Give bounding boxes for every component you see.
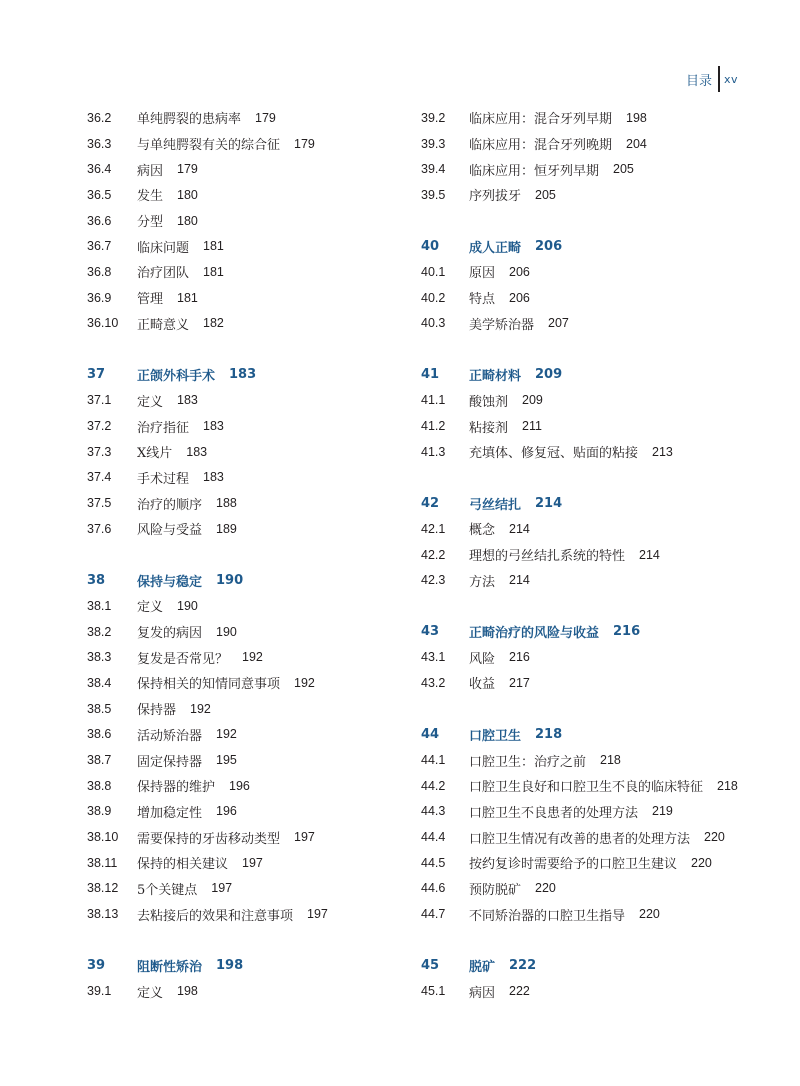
toc-entry[interactable] xyxy=(421,388,741,414)
entry-page: 213 xyxy=(652,444,673,459)
entry-number: 38.13 xyxy=(87,907,119,922)
entry-number: 38.3 xyxy=(87,650,112,665)
entry-number: 41.1 xyxy=(421,393,446,408)
toc-entry[interactable] xyxy=(421,773,741,799)
toc-entry[interactable] xyxy=(87,747,397,773)
entry-number: 44.5 xyxy=(421,855,446,870)
toc-entry[interactable] xyxy=(87,439,397,465)
toc-chapter-heading[interactable] xyxy=(421,619,741,645)
toc-entry[interactable] xyxy=(87,156,397,182)
section-spacer xyxy=(87,927,397,953)
entry-title: 正颌外科手术 xyxy=(137,369,216,385)
toc-entry[interactable] xyxy=(87,465,397,491)
entry-page: 209 xyxy=(522,393,543,408)
entry-number: 37.4 xyxy=(87,470,112,485)
entry-title: 定义 xyxy=(137,394,164,410)
toc-entry[interactable] xyxy=(421,285,741,311)
entry-number: 37 xyxy=(87,367,106,383)
toc-entry[interactable] xyxy=(87,388,397,414)
entry-number: 39.3 xyxy=(421,136,446,151)
entry-page: 217 xyxy=(509,675,530,690)
entry-number: 45 xyxy=(421,958,440,974)
entry-page: 206 xyxy=(509,264,530,279)
entry-page: 220 xyxy=(639,907,660,922)
entry-title: 正畸治疗的风险与收益 xyxy=(469,626,600,642)
entry-title: 5个关键点 xyxy=(137,882,198,898)
entry-page: 220 xyxy=(535,881,556,896)
entry-page: 214 xyxy=(509,521,530,536)
entry-title: 口腔卫生：治疗之前 xyxy=(469,754,587,770)
entry-page: 197 xyxy=(211,881,233,896)
section-spacer xyxy=(421,336,741,362)
entry-title: 理想的弓丝结扎系统的特性 xyxy=(469,549,626,565)
entry-number: 41.3 xyxy=(421,444,446,459)
entry-title: 分型 xyxy=(137,215,164,231)
entry-title: 临床应用：混合牙列早期 xyxy=(469,112,613,128)
entry-title: 管理 xyxy=(137,292,164,308)
entry-title: 口腔卫生良好和口腔卫生不良的临床特征 xyxy=(469,780,704,796)
entry-title: 治疗团队 xyxy=(137,266,190,282)
entry-number: 36.8 xyxy=(87,264,112,279)
toc-entry[interactable] xyxy=(87,799,397,825)
entry-title: 口腔卫生情况有改善的患者的处理方法 xyxy=(469,831,691,847)
entry-title: 不同矫治器的口腔卫生指导 xyxy=(469,908,626,924)
entry-title: 收益 xyxy=(469,677,496,693)
toc-entry[interactable] xyxy=(87,233,397,259)
toc-entry[interactable] xyxy=(421,978,741,1004)
entry-page: 207 xyxy=(548,316,569,331)
entry-number: 39 xyxy=(87,958,106,974)
entry-title: 概念 xyxy=(469,523,496,539)
toc-entry[interactable] xyxy=(87,644,397,670)
entry-page: 222 xyxy=(509,958,537,974)
entry-number: 43.1 xyxy=(421,650,446,665)
entry-number: 38.7 xyxy=(87,753,112,768)
toc-entry[interactable] xyxy=(87,696,397,722)
entry-number: 44 xyxy=(421,726,440,742)
entry-title: 治疗的顺序 xyxy=(137,497,203,513)
entry-page: 183 xyxy=(203,419,224,434)
entry-title: 充填体、修复冠、贴面的粘接 xyxy=(469,446,639,462)
entry-title: 活动矫治器 xyxy=(137,728,203,744)
entry-title: 定义 xyxy=(137,985,164,1001)
header-divider xyxy=(718,66,720,92)
entry-page: 222 xyxy=(509,984,530,999)
toc-entry[interactable] xyxy=(87,722,397,748)
toc-entry[interactable] xyxy=(87,285,397,311)
entry-page: 218 xyxy=(717,778,738,793)
entry-page: 196 xyxy=(216,804,237,819)
toc-entry[interactable] xyxy=(421,799,741,825)
entry-title: 粘接剂 xyxy=(469,420,509,436)
entry-title: 需要保持的牙齿移动类型 xyxy=(137,831,281,847)
entry-number: 44.2 xyxy=(421,778,446,793)
section-spacer xyxy=(87,336,397,362)
entry-title: 正畸材料 xyxy=(469,369,522,385)
entry-number: 36.9 xyxy=(87,290,112,305)
entry-number: 37.5 xyxy=(87,496,112,511)
entry-number: 37.3 xyxy=(87,444,112,459)
toc-entry[interactable] xyxy=(87,311,397,337)
entry-page: 196 xyxy=(229,778,250,793)
entry-number: 42.2 xyxy=(421,547,446,562)
toc-entry[interactable] xyxy=(421,542,741,568)
toc-chapter-heading[interactable] xyxy=(421,490,741,516)
toc-entry[interactable] xyxy=(421,747,741,773)
toc-chapter-heading[interactable] xyxy=(87,953,397,979)
entry-number: 36.2 xyxy=(87,110,112,125)
toc-entry[interactable] xyxy=(87,876,397,902)
entry-title: 特点 xyxy=(469,292,496,308)
entry-page: 189 xyxy=(216,521,237,536)
toc-entry[interactable] xyxy=(87,901,397,927)
entry-number: 38.1 xyxy=(87,598,112,613)
section-spacer xyxy=(87,542,397,568)
entry-page: 216 xyxy=(509,650,530,665)
entry-title: 保持相关的知情同意事项 xyxy=(137,677,281,693)
toc-entry[interactable] xyxy=(421,413,741,439)
toc-entry[interactable] xyxy=(421,567,741,593)
entry-number: 36.5 xyxy=(87,187,112,202)
toc-entry[interactable] xyxy=(87,773,397,799)
toc-entry[interactable] xyxy=(87,105,397,131)
entry-number: 38 xyxy=(87,572,106,588)
toc-entry[interactable] xyxy=(87,182,397,208)
entry-number: 42 xyxy=(421,495,440,511)
toc-entry[interactable] xyxy=(421,644,741,670)
entry-page: 197 xyxy=(242,855,263,870)
entry-number: 40.1 xyxy=(421,264,446,279)
toc-entry[interactable] xyxy=(87,131,397,157)
entry-title: 复发是否常见？ xyxy=(137,651,229,667)
entry-title: 风险 xyxy=(469,651,496,667)
entry-page: 214 xyxy=(509,573,530,588)
toc-entry[interactable] xyxy=(421,439,741,465)
entry-number: 43 xyxy=(421,624,440,640)
toc-entry[interactable] xyxy=(421,670,741,696)
entry-page: 190 xyxy=(216,624,237,639)
entry-title: 美学矫治器 xyxy=(469,317,535,333)
entry-number: 36.3 xyxy=(87,136,112,151)
entry-number: 36.4 xyxy=(87,162,112,177)
toc-entry[interactable] xyxy=(421,901,741,927)
entry-title: 固定保持器 xyxy=(137,754,203,770)
entry-title: 弓丝结扎 xyxy=(469,497,522,513)
toc-entry[interactable] xyxy=(421,259,741,285)
entry-number: 36.7 xyxy=(87,239,112,254)
entry-page: 198 xyxy=(626,110,647,125)
section-spacer xyxy=(421,927,741,953)
entry-title: 治疗指征 xyxy=(137,420,190,436)
toc-entry[interactable] xyxy=(421,850,741,876)
entry-page: 197 xyxy=(307,907,328,922)
entry-title: 阻断性矫治 xyxy=(137,960,203,976)
entry-title: 预防脱矿 xyxy=(469,882,522,898)
entry-title: 保持的相关建议 xyxy=(137,857,229,873)
entry-title: 复发的病因 xyxy=(137,626,203,642)
toc-entry[interactable] xyxy=(421,824,741,850)
entry-number: 41 xyxy=(421,367,440,383)
entry-title: X线片 xyxy=(137,446,173,462)
entry-number: 38.10 xyxy=(87,830,119,845)
entry-title: 方法 xyxy=(469,574,496,590)
entry-title: 临床应用：恒牙列早期 xyxy=(469,163,600,179)
toc-entry[interactable] xyxy=(87,593,397,619)
entry-number: 43.2 xyxy=(421,675,446,690)
entry-title: 去粘接后的效果和注意事项 xyxy=(137,908,294,924)
header-section-label: 目录 xyxy=(685,73,712,89)
entry-number: 45.1 xyxy=(421,984,446,999)
toc-right-column xyxy=(421,105,741,1004)
entry-page: 209 xyxy=(535,367,563,383)
entry-number: 44.3 xyxy=(421,804,446,819)
entry-number: 38.4 xyxy=(87,675,112,690)
entry-number: 38.8 xyxy=(87,778,112,793)
entry-title: 临床问题 xyxy=(137,240,190,256)
toc-left-column xyxy=(87,105,397,1004)
section-spacer xyxy=(421,593,741,619)
entry-number: 42.1 xyxy=(421,521,446,536)
entry-title: 定义 xyxy=(137,600,164,616)
entry-page: 192 xyxy=(216,727,237,742)
entry-page: 197 xyxy=(294,830,315,845)
toc-entry[interactable] xyxy=(87,516,397,542)
toc-entry[interactable] xyxy=(421,105,741,131)
entry-title: 风险与受益 xyxy=(137,523,203,539)
toc-entry[interactable] xyxy=(421,311,741,337)
entry-page: 192 xyxy=(294,675,315,690)
entry-page: 183 xyxy=(186,444,208,459)
entry-number: 36.10 xyxy=(87,316,119,331)
section-spacer xyxy=(421,465,741,491)
entry-number: 41.2 xyxy=(421,419,446,434)
entry-page: 180 xyxy=(177,213,198,228)
entry-page: 220 xyxy=(691,855,712,870)
entry-number: 38.2 xyxy=(87,624,112,639)
entry-number: 37.1 xyxy=(87,393,112,408)
entry-number: 38.9 xyxy=(87,804,112,819)
entry-title: 增加稳定性 xyxy=(137,805,203,821)
entry-page: 190 xyxy=(216,572,244,588)
entry-page: 205 xyxy=(535,187,556,202)
entry-title: 保持与稳定 xyxy=(137,574,203,590)
entry-title: 保持器 xyxy=(137,703,177,719)
entry-title: 脱矿 xyxy=(469,960,496,976)
entry-page: 219 xyxy=(652,804,673,819)
entry-page: 183 xyxy=(177,393,198,408)
toc-entry[interactable] xyxy=(87,850,397,876)
entry-page: 198 xyxy=(216,958,244,974)
entry-number: 40.3 xyxy=(421,316,446,331)
entry-page: 179 xyxy=(294,136,315,151)
entry-title: 单纯腭裂的患病率 xyxy=(137,112,242,128)
entry-number: 38.11 xyxy=(87,855,118,870)
entry-page: 192 xyxy=(242,650,263,665)
entry-page: 179 xyxy=(177,162,198,177)
entry-number: 40.2 xyxy=(421,290,446,305)
toc-entry[interactable] xyxy=(87,259,397,285)
entry-title: 按约复诊时需要给予的口腔卫生建议 xyxy=(469,857,678,873)
entry-page: 192 xyxy=(190,701,211,716)
entry-title: 原因 xyxy=(469,266,496,282)
entry-title: 临床应用：混合牙列晚期 xyxy=(469,138,613,154)
toc-entry[interactable] xyxy=(87,670,397,696)
entry-page: 183 xyxy=(203,470,224,485)
toc-entry[interactable] xyxy=(421,156,741,182)
toc-entry[interactable] xyxy=(421,182,741,208)
toc-entry[interactable] xyxy=(87,978,397,1004)
entry-page: 206 xyxy=(535,238,563,254)
toc-chapter-heading[interactable] xyxy=(421,953,741,979)
entry-title: 序列拔牙 xyxy=(469,189,522,205)
section-spacer xyxy=(421,208,741,234)
entry-page: 181 xyxy=(203,239,224,254)
toc-chapter-heading[interactable] xyxy=(421,362,741,388)
entry-title: 成人正畸 xyxy=(469,240,522,256)
entry-title: 病因 xyxy=(469,985,496,1001)
entry-page: 181 xyxy=(203,264,224,279)
entry-page: 198 xyxy=(177,984,198,999)
entry-number: 44.7 xyxy=(421,907,446,922)
entry-page: 218 xyxy=(535,726,563,742)
entry-page: 182 xyxy=(203,316,224,331)
entry-number: 44.1 xyxy=(421,753,446,768)
entry-number: 44.6 xyxy=(421,881,446,896)
entry-page: 183 xyxy=(229,367,257,383)
entry-title: 口腔卫生不良患者的处理方法 xyxy=(469,805,639,821)
entry-number: 39.2 xyxy=(421,110,446,125)
entry-number: 38.5 xyxy=(87,701,112,716)
toc-chapter-heading[interactable] xyxy=(421,233,741,259)
entry-page: 204 xyxy=(626,136,647,151)
entry-page: 220 xyxy=(704,830,725,845)
entry-title: 手术过程 xyxy=(137,471,190,487)
entry-page: 181 xyxy=(177,290,198,305)
entry-page: 205 xyxy=(613,162,634,177)
entry-number: 37.6 xyxy=(87,521,112,536)
toc-chapter-heading[interactable] xyxy=(87,567,397,593)
entry-number: 40 xyxy=(421,238,440,254)
section-spacer xyxy=(421,696,741,722)
entry-page: 216 xyxy=(613,624,641,640)
entry-number: 44.4 xyxy=(421,830,446,845)
toc-entry[interactable] xyxy=(421,516,741,542)
entry-title: 正畸意义 xyxy=(137,317,190,333)
entry-title: 发生 xyxy=(137,189,164,205)
entry-page: 211 xyxy=(522,419,542,434)
toc-chapter-heading[interactable] xyxy=(421,722,741,748)
entry-number: 39.4 xyxy=(421,162,446,177)
toc-entry[interactable] xyxy=(87,619,397,645)
toc-entry[interactable] xyxy=(421,131,741,157)
entry-title: 与单纯腭裂有关的综合征 xyxy=(137,138,281,154)
entry-number: 36.6 xyxy=(87,213,112,228)
entry-page: 206 xyxy=(509,290,530,305)
entry-title: 保持器的维护 xyxy=(137,780,216,796)
entry-number: 37.2 xyxy=(87,419,112,434)
toc-entry[interactable] xyxy=(87,824,397,850)
entry-title: 酸蚀剂 xyxy=(469,394,509,410)
toc-entry[interactable] xyxy=(87,490,397,516)
header-page-number: xv xyxy=(723,72,738,86)
entry-page: 214 xyxy=(639,547,660,562)
toc-entry[interactable] xyxy=(87,413,397,439)
entry-page: 188 xyxy=(216,496,237,511)
entry-page: 180 xyxy=(177,187,198,202)
entry-page: 218 xyxy=(600,753,621,768)
toc-entry[interactable] xyxy=(421,876,741,902)
toc-chapter-heading[interactable] xyxy=(87,362,397,388)
entry-title: 口腔卫生 xyxy=(469,728,522,744)
entry-page: 195 xyxy=(216,753,237,768)
running-header xyxy=(686,66,738,92)
entry-number: 42.3 xyxy=(421,573,446,588)
entry-number: 38.12 xyxy=(87,881,119,896)
entry-page: 190 xyxy=(177,598,198,613)
entry-page: 214 xyxy=(535,495,563,511)
entry-title: 病因 xyxy=(137,163,164,179)
entry-number: 38.6 xyxy=(87,727,112,742)
entry-number: 39.5 xyxy=(421,187,446,202)
entry-page: 179 xyxy=(255,110,276,125)
toc-entry[interactable] xyxy=(87,208,397,234)
entry-number: 39.1 xyxy=(87,984,112,999)
